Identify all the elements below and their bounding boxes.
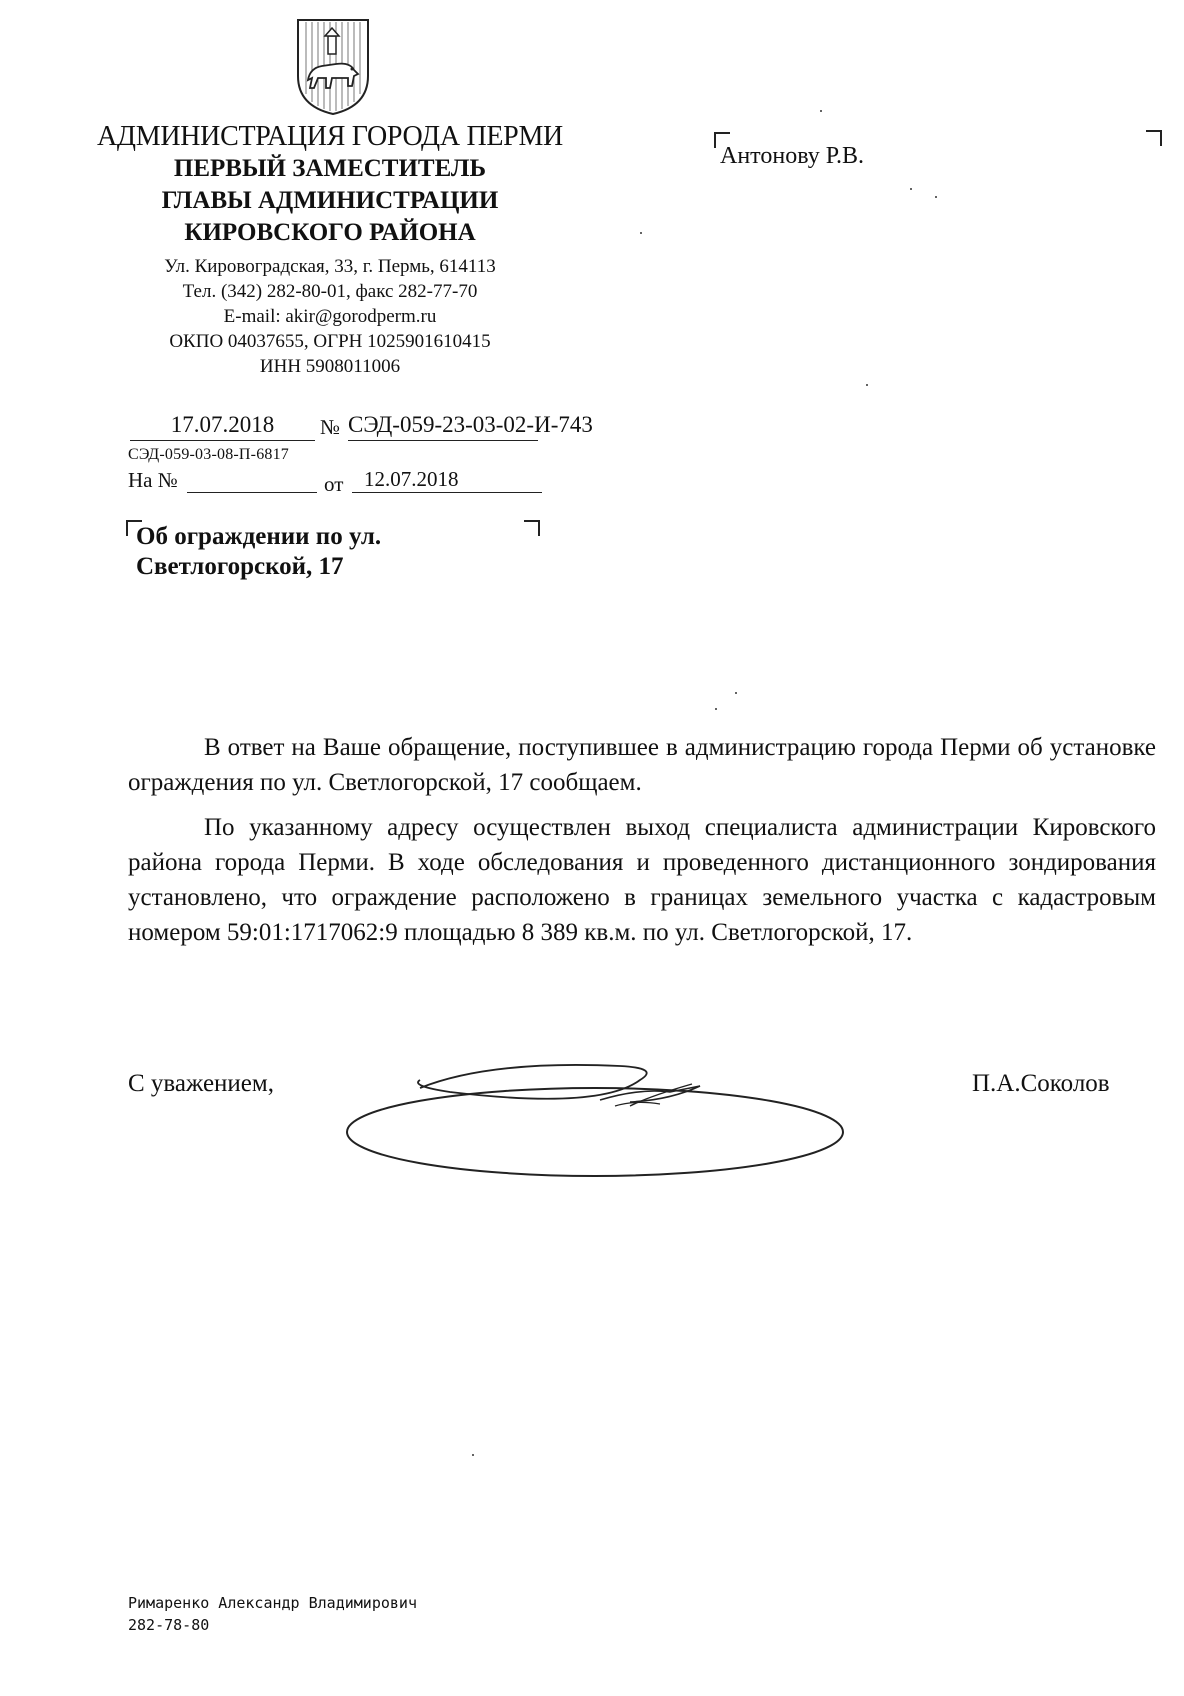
scan-speck <box>935 196 937 198</box>
handwritten-signature-icon <box>340 1040 880 1180</box>
contact-email: E-mail: akir@gorodperm.ru <box>223 306 437 327</box>
number-sign: № <box>320 415 341 439</box>
letter-body <box>128 730 1156 960</box>
incoming-reference: СЭД-059-03-08-П-6817 <box>128 446 289 463</box>
closing-phrase: С уважением, <box>128 1070 274 1097</box>
contact-address: Ул. Кировоградская, 33, г. Пермь, 614113 <box>164 256 496 277</box>
incoming-date: 12.07.2018 <box>352 466 542 493</box>
executor-block <box>128 1592 417 1636</box>
recipient-name: Антонову Р.В. <box>720 143 865 169</box>
subject-corner-right <box>524 520 540 536</box>
contact-block <box>60 254 600 379</box>
outgoing-date: 17.07.2018 <box>130 410 315 441</box>
subject-line: Об ограждении по ул. <box>136 523 382 550</box>
executor-name: Римаренко Александр Владимирович <box>128 1594 417 1612</box>
na-no-blank-line <box>187 492 317 493</box>
scan-speck <box>715 708 717 710</box>
perm-coat-of-arms-icon <box>292 14 374 118</box>
scan-speck <box>640 232 642 234</box>
subject <box>136 522 381 582</box>
contact-inn: ИНН 5908011006 <box>259 356 401 377</box>
letterhead <box>40 120 620 249</box>
outgoing-number-underline <box>348 440 538 441</box>
position-title-line: ПЕРВЫЙ ЗАМЕСТИТЕЛЬ <box>173 155 487 182</box>
na-no-label: На № <box>128 468 178 492</box>
executor-phone: 282-78-80 <box>128 1616 210 1634</box>
scan-speck <box>735 692 737 694</box>
scan-speck <box>866 384 868 386</box>
scan-speck <box>820 110 822 112</box>
scan-speck <box>910 188 912 190</box>
outgoing-number: СЭД-059-23-03-02-И-743 <box>348 412 593 437</box>
position-title-line: ГЛАВЫ АДМИНИСТРАЦИИ <box>161 187 499 214</box>
signer-name: П.А.Соколов <box>972 1070 1110 1097</box>
contact-okpo: ОКПО 04037655, ОГРН 1025901610415 <box>169 331 491 352</box>
contact-phone: Тел. (342) 282-80-01, факс 282-77-70 <box>182 281 478 302</box>
recipient-corner-right <box>1146 130 1162 146</box>
scan-speck <box>472 1454 474 1456</box>
body-paragraph: По указанному адресу осуществлен выход специалиста администрации Кировского района города Перми. В ходе обследования и проведенного дистанционного зондирования установлено, что ограждение расположено в границах земельного участка с кадастровым номером 59:01:1717062:9 площадью 8 389 кв.м. по ул. Светлогорской, 17. <box>128 814 1156 946</box>
position-title-line: КИРОВСКОГО РАЙОНА <box>184 219 476 246</box>
body-paragraph: В ответ на Ваше обращение, поступившее в администрацию города Перми об установке ограждения по ул. Светлогорской, 17 сообщаем. <box>128 734 1156 796</box>
organization-name: АДМИНИСТРАЦИЯ ГОРОДА ПЕРМИ <box>97 121 563 152</box>
subject-line: Светлогорской, 17 <box>136 553 344 580</box>
ot-label: от <box>324 472 344 496</box>
